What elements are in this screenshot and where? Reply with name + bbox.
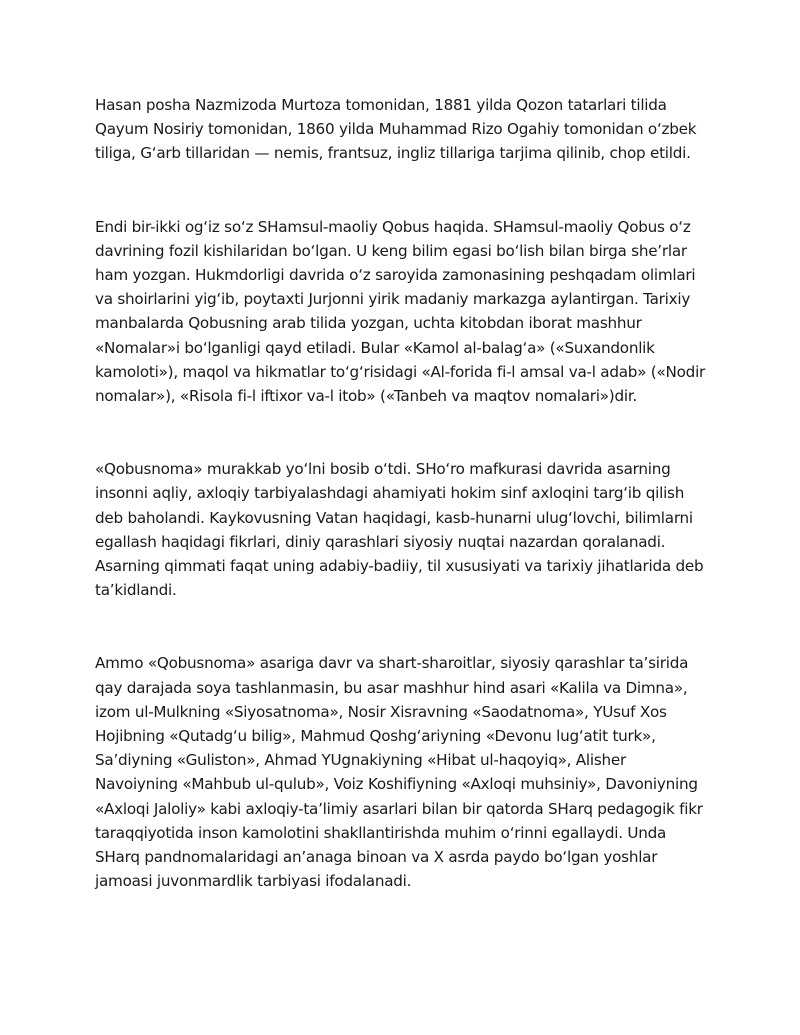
document-body [95, 93, 707, 893]
paragraph-1: Hasan posha Nazmizoda Murtoza tomonidan, 1881 yilda Qozon tatarlari tilida Qayum Nosiriy tomonidan, 1860 yilda Muhammad Rizo Ogahiy tomonidan o‘zbek tiliga, G‘arb tillaridan — nemis, frantsuz, ingliz tillariga tarjima qilinib, chop etildi. [95, 96, 697, 163]
paragraph-3: «Qobusnoma» murakkab yo‘lni bosib o‘tdi. SHo‘ro mafkurasi davrida asarning insonni aqliy, axloqiy tarbiyalashdagi ahamiyati hokim sinf axloqini targ‘ib qilish deb baholandi. Kaykovusning Vatan haqidagi, kasb-hunarni ulug‘lovchi, bilimlarni egallash haqidagi fikrlari, diniy qarashlari siyosiy nuqtai nazardan qoralanadi. Asarning qimmati faqat uning adabiy-badiiy, til xususiyati va tarixiy jihatlarida deb ta’kidlandi. [95, 460, 704, 600]
paragraph-4: Ammo «Qobusnoma» asariga davr va shart-sharoitlar, siyosiy qarashlar ta’sirida qay darajada soya tashlanmasin, bu asar mashhur hind asari «Kalila va Dimna», izom ul-Mulkning «Siyosatnoma», Nosir Xisravning «Saodatnoma», YUsuf Xos Hojibning «Qutadg‘u bilig», Mahmud Qoshg‘ariyning «Devonu lug‘atit turk», Sa’diyning «Guliston», Ahmad YUgnakiyning «Hibat ul-haqoyiq», Alisher Navoiyning «Mahbub ul-qulub», Voiz Koshifiyning «Axloqi muhsiniy», Davoniyning «Axloqi Jaloliy» kabi axloqiy-ta’limiy asarlari bilan bir qatorda SHarq pedagogik fikr taraqqiyotida inson kamolotini shakllantirishda muhim o‘rinni egallaydi. Unda SHarq pandnomalaridagi an’anaga binoan va X asrda paydo bo‘lgan yoshlar jamoasi juvonmardlik tarbiyasi ifodalanadi. [95, 654, 703, 891]
paragraph-2: Endi bir-ikki og‘iz so‘z SHamsul-maoliy Qobus haqida. SHamsul-maoliy Qobus o‘z davrining fozil kishilaridan bo‘lgan. U keng bilim egasi bo‘lish bilan birga she’rlar ham yozgan. Hukmdorligi davrida o‘z saroyida zamonasining peshqadam olimlari va shoirlarini yig‘ib, poytaxti Jurjonni yirik madaniy markazga aylantirgan. Tarixiy manbalarda Qobusning arab tilida yozgan, uchta kitobdan iborat mashhur «Nomalar»i bo‘lganligi qayd etiladi. Bular «Kamol al-balag‘a» («Suxandonlik kamoloti»), maqol va hikmatlar to‘g‘risidagi «Al-forida fi-l amsal va-l adab» («Nodir nomalar»), «Risola fi-l iftixor va-l itob» («Tanbeh va maqtov nomalari»)dir. [95, 217, 706, 406]
